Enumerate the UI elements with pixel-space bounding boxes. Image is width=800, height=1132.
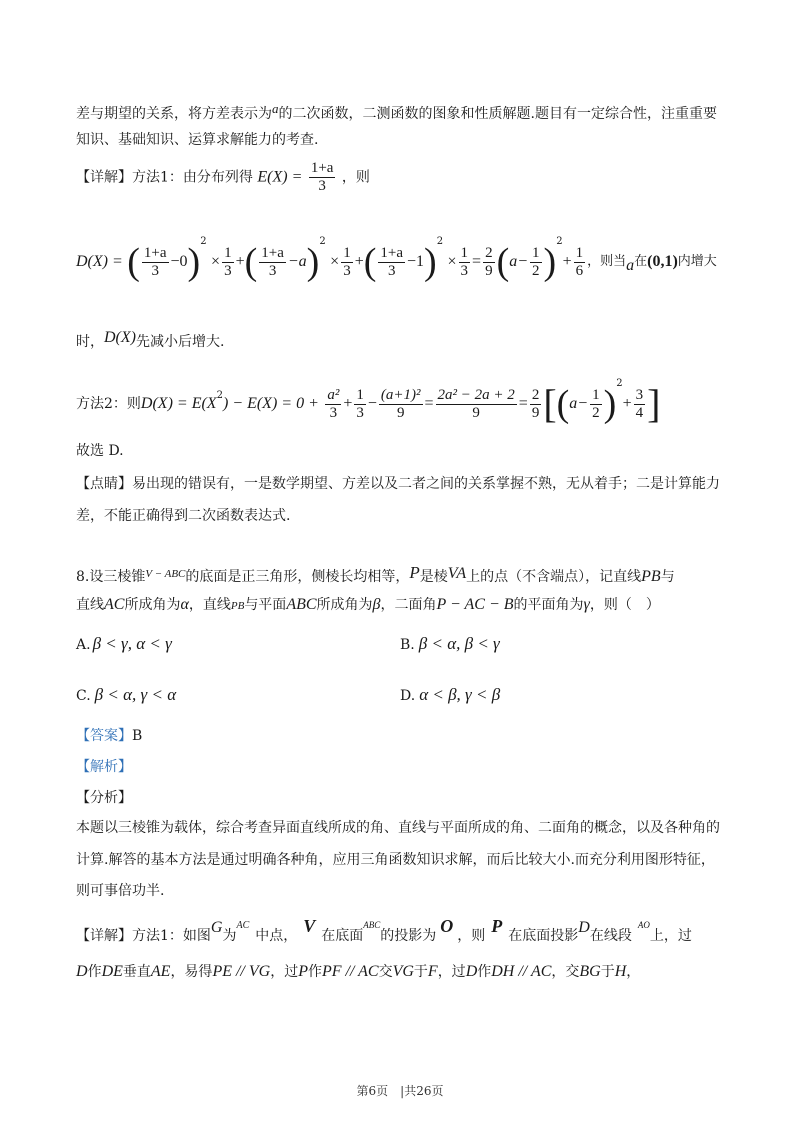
fraction	[259, 245, 286, 280]
answer-label: 【答案】	[76, 728, 132, 744]
math-term: D	[578, 919, 590, 936]
frac-den: 3	[343, 262, 351, 279]
math-var-a: a	[626, 257, 635, 274]
math-term: VG	[392, 963, 414, 980]
frac-den: 2	[592, 404, 600, 421]
text-segment: 在底面	[321, 928, 364, 944]
frac-num: a²	[327, 386, 340, 403]
frac-den: 3	[268, 262, 277, 279]
fenxi-label-line	[76, 788, 132, 808]
frac-num: 1+a	[380, 244, 403, 261]
math-var-a: a	[272, 101, 279, 116]
text-segment: ，则（ ）	[589, 597, 660, 613]
text-segment: 先减小后增大.	[135, 334, 225, 350]
text-segment: 与	[660, 569, 675, 585]
frac-num: 1	[532, 244, 540, 261]
text-segment: 中点，	[255, 928, 298, 944]
fraction	[222, 245, 234, 280]
math-term: −a	[287, 253, 307, 270]
text-segment: ，易得	[170, 964, 213, 980]
math-term: V − ABC	[145, 568, 186, 580]
frac-den: 9	[485, 262, 493, 279]
text-segment: 在线段	[589, 928, 632, 944]
fraction	[309, 160, 336, 195]
fraction	[530, 245, 542, 280]
fenxi-line-3	[76, 881, 164, 901]
math-term: AE	[150, 963, 171, 980]
choose-line	[76, 441, 124, 461]
text-segment: 计算.解答的基本方法是通过明确各种角，应用三角函数知识求解，而后比较大小.而充分利用图形特征，	[76, 852, 715, 868]
text-segment: ，直线	[188, 597, 231, 613]
math-term: DH // AC	[491, 963, 552, 980]
frac-den: 3	[387, 262, 396, 279]
text-segment: ，则	[341, 169, 370, 186]
fraction	[483, 245, 495, 280]
paren: (	[556, 383, 570, 425]
fraction	[379, 387, 423, 422]
frac-num: 1	[575, 244, 584, 261]
frac-num: 1	[343, 244, 351, 261]
detail-method1	[76, 160, 370, 195]
dx-expression: D(X) = ( $\frac{1+a}{3}$ −0)$^2$ × $\frac{1}{3}$ +( $\frac{1+a}{3}$ −a)$^2$ × $\frac{1}{3}$ +( $\frac{1+a}{3}$ −1)$^2$ × $\frac{1}{3}$ = $\frac{2}{9}$ (a− $\frac{1}{2}$ )$^2$+ $\frac{1}{6}$ ，则当a在(0,1)内增大	[76, 236, 717, 283]
text-segment: 垂直	[122, 964, 151, 980]
math-term: PB	[230, 600, 245, 612]
math-term: ) − E(X) = 0 +	[222, 395, 319, 412]
paren: )	[424, 241, 437, 283]
text-line-1	[76, 99, 717, 124]
math-term: G	[210, 919, 223, 936]
text-segment: 作	[477, 964, 492, 980]
frac-num: 1	[460, 244, 469, 261]
analysis-label: 【解析】	[76, 759, 132, 775]
frac-den: 4	[635, 404, 644, 421]
frac-num: 1	[224, 244, 232, 261]
text-segment: ，二面角	[380, 597, 437, 613]
text-segment: 的底面是正三角形，侧棱长均相等，	[185, 569, 410, 585]
text-segment: 于	[600, 964, 615, 980]
text-segment: 上的点（不含端点），记直线	[466, 569, 642, 585]
math-ex: E(X) =	[257, 168, 303, 186]
math-term: P	[298, 963, 308, 980]
option-expr: β < α, γ < α	[94, 685, 177, 704]
frac-den: 6	[575, 262, 584, 279]
math-term: O	[440, 916, 454, 936]
math-term: F	[427, 963, 438, 980]
frac-num: 1+a	[261, 244, 284, 261]
option-d[interactable]	[400, 676, 500, 705]
frac-num: 3	[635, 386, 644, 403]
math-term: PB	[641, 568, 661, 585]
option-expr: β < α, β < γ	[418, 634, 500, 653]
option-label: C.	[76, 688, 91, 704]
method2-expression: 方法2：则$D(X) = E(X^2) - E(X) = 0$ + $\frac{\text{a²}}{3}$ + $\frac{1}{3}$ − $\frac{\text{(a+1)²}}{9}$ = $\frac{\text{2a² − 2a + 2}}{9}$ = $\frac{2}{9}$ [(a− $\frac{1}{2}$ )$^2$+ $\frac{3}{4}$ ]	[76, 378, 661, 426]
text-segment: 故选 D.	[76, 443, 124, 459]
text-line-2	[76, 130, 318, 150]
bracket: [	[543, 381, 557, 426]
math-term: D(X) = E(X	[140, 395, 217, 412]
text-segment: 8.设三棱锥	[76, 569, 146, 585]
paren: )	[187, 241, 201, 283]
frac-num: (a+1)²	[380, 386, 421, 403]
text-line-time	[76, 318, 224, 352]
frac-num: 1	[592, 386, 600, 403]
question-8-line-2	[76, 595, 660, 616]
frac-den: 9	[396, 404, 405, 421]
math-term: P − AC − B	[436, 596, 514, 613]
math-term: BG	[579, 963, 601, 980]
method-label: 方法2：则	[76, 396, 141, 412]
math-interval: (0,1)	[647, 253, 678, 270]
fraction	[590, 387, 602, 422]
math-term: H	[614, 963, 627, 980]
text-segment: ，则当	[587, 254, 627, 269]
text-segment: 时，	[76, 334, 104, 350]
text-segment: 的平面角为	[513, 597, 584, 613]
text-segment: 交	[378, 964, 393, 980]
math-term: AO	[637, 920, 650, 930]
option-c[interactable]	[76, 676, 176, 705]
text-segment: 所成角为	[316, 597, 373, 613]
fraction	[530, 387, 542, 422]
math-term: AC	[236, 920, 250, 931]
text-segment: 于	[413, 964, 428, 980]
answer-line	[76, 726, 142, 746]
frac-den: 3	[329, 404, 338, 421]
math-term: α	[180, 596, 189, 613]
text-segment: 所成角为	[124, 597, 181, 613]
paren: )	[543, 241, 557, 283]
detail-label: 【详解】方法1：由分布列得	[76, 169, 253, 186]
question-8-line-1	[76, 563, 675, 587]
text-segment: ，过	[437, 964, 466, 980]
paren: )	[306, 241, 320, 283]
math-term: PE // VG	[212, 963, 271, 980]
math-term: γ	[583, 596, 590, 613]
frac-num: 2	[485, 244, 493, 261]
text-segment: 作	[307, 964, 322, 980]
detail2-line	[76, 915, 692, 947]
frac-den: 9	[531, 404, 540, 421]
text-segment: 内增大	[677, 254, 717, 269]
frac-num: 1+a	[310, 160, 334, 176]
math-term: PF // AC	[321, 963, 379, 980]
text-segment: 与平面	[244, 597, 287, 613]
text-segment: 知识、基础知识、运算求解能力的考查.	[76, 132, 319, 148]
option-a[interactable]	[76, 625, 172, 654]
option-b[interactable]	[400, 625, 500, 654]
tip-line-1	[76, 474, 720, 494]
paren: (	[244, 241, 258, 283]
detail2-line-2	[76, 962, 640, 982]
fraction	[574, 245, 586, 280]
math-term: −1	[407, 253, 425, 270]
option-label: D.	[400, 688, 416, 704]
frac-num: 2a² − 2a + 2	[437, 386, 515, 403]
text-segment: 在底面投影	[508, 928, 579, 944]
math-term: D	[465, 963, 478, 980]
frac-num: 1	[356, 386, 364, 403]
frac-num: 2	[531, 386, 540, 403]
page-footer: 第6页 |共26页	[356, 1084, 444, 1098]
text-segment: 则可事倍功半.	[76, 883, 165, 899]
text-segment: 【详解】方法1：如图	[76, 928, 211, 944]
frac-num: 1+a	[143, 244, 167, 261]
frac-den: 3	[460, 262, 469, 279]
text-segment: 的二次函数，二测函数的图象和性质解题.题目有一定综合性，注重重要	[278, 106, 717, 122]
fraction	[142, 245, 169, 280]
paren: )	[603, 383, 617, 425]
math-term: β	[372, 596, 381, 613]
text-segment: ，交	[551, 964, 580, 980]
fraction	[436, 387, 517, 422]
math-dx: D(X) =	[76, 253, 123, 270]
answer-value: B	[132, 728, 143, 744]
text-segment: 【点睛】易出现的错误有，一是数学期望、方差以及二者之间的关系掌握不熟，无从着手；二是计算能力	[76, 476, 720, 492]
frac-den: 3	[318, 178, 326, 194]
bracket: ]	[647, 381, 661, 426]
text-segment: 上，过	[649, 928, 692, 944]
text-segment: 直线	[76, 597, 104, 613]
math-term: VA	[447, 565, 467, 582]
option-label: A.	[76, 637, 91, 653]
text-segment: 作	[87, 964, 102, 980]
fraction	[459, 245, 471, 280]
fraction	[354, 387, 366, 422]
text-segment: 是棱	[419, 569, 448, 585]
fenxi-line-1	[76, 818, 720, 838]
math-dx: D(X)	[104, 329, 136, 346]
option-expr: β < γ, α < γ	[92, 634, 172, 653]
math-term: V	[303, 916, 316, 936]
paren: (	[496, 241, 510, 283]
math-term: ABC	[363, 920, 381, 930]
tip-line-2	[76, 506, 290, 526]
text-segment: ，	[626, 964, 641, 980]
option-label: B.	[400, 637, 415, 653]
paren: (	[127, 241, 140, 283]
fraction	[378, 245, 405, 280]
text-segment: ，则	[457, 928, 486, 944]
frac-den: 3	[151, 262, 159, 279]
text-segment: 在	[634, 254, 648, 269]
fraction	[325, 387, 341, 422]
frac-den: 3	[224, 262, 232, 279]
text-segment: ，过	[270, 964, 299, 980]
text-segment: 的投影为	[380, 928, 437, 944]
text-segment: 本题以三棱锥为载体，综合考查异面直线所成的角、直线与平面所成的角、二面角的概念，以及各种角的	[76, 820, 720, 836]
fraction	[634, 387, 646, 422]
math-term: P	[491, 916, 503, 936]
text-segment: 为	[222, 928, 237, 944]
text-segment: 差与期望的关系，将方差表示为	[76, 106, 272, 122]
math-term: AC	[104, 596, 125, 613]
math-term: D	[76, 963, 88, 980]
fenxi-label: 【分析】	[76, 790, 132, 806]
math-term: P	[409, 563, 420, 582]
text-segment: 差，不能正确得到二次函数表达式.	[76, 508, 291, 524]
frac-den: 9	[472, 404, 480, 421]
paren: (	[363, 241, 377, 283]
frac-den: 3	[356, 404, 364, 421]
math-term: DE	[101, 963, 123, 980]
math-term: −0	[170, 253, 188, 270]
analysis-line	[76, 757, 132, 777]
option-expr: α < β, γ < β	[419, 685, 501, 704]
frac-den: 2	[532, 262, 540, 279]
math-term: ABC	[286, 596, 317, 613]
fenxi-line-2	[76, 850, 715, 870]
fraction	[341, 245, 353, 280]
